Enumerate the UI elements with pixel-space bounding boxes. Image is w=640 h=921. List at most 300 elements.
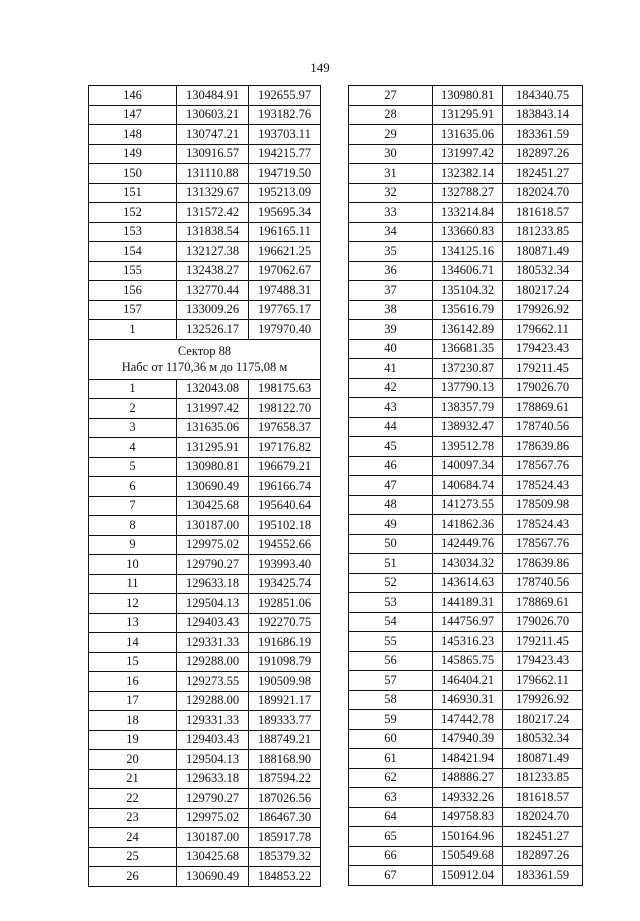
y-coordinate-cell: 185379.32: [249, 847, 321, 867]
table-row: [349, 749, 583, 769]
x-coordinate-cell: 148886.27: [433, 768, 503, 788]
y-coordinate-cell: 197970.40: [249, 320, 321, 340]
point-number-cell: 20: [89, 750, 177, 770]
table-row: [349, 339, 583, 359]
x-coordinate-cell: 131997.42: [177, 399, 249, 419]
table-row: [89, 203, 321, 223]
y-coordinate-cell: 179423.43: [503, 339, 583, 359]
table-row: [349, 417, 583, 437]
x-coordinate-cell: 149332.26: [433, 788, 503, 808]
y-coordinate-cell: 193425.74: [249, 574, 321, 594]
y-coordinate-cell: 184853.22: [249, 867, 321, 887]
table-row: [89, 672, 321, 692]
y-coordinate-cell: 182024.70: [503, 183, 583, 203]
table-row: [89, 164, 321, 184]
x-coordinate-cell: 129504.13: [177, 750, 249, 770]
x-coordinate-cell: 147442.78: [433, 710, 503, 730]
x-coordinate-cell: 131572.42: [177, 203, 249, 223]
x-coordinate-cell: 130690.49: [177, 477, 249, 497]
table-row: [89, 789, 321, 809]
table-row: [89, 574, 321, 594]
page-number: 149: [310, 60, 330, 75]
table-row: [349, 398, 583, 418]
y-coordinate-cell: 192655.97: [249, 86, 321, 106]
x-coordinate-cell: 131329.67: [177, 183, 249, 203]
y-coordinate-cell: 180217.24: [503, 281, 583, 301]
x-coordinate-cell: 129633.18: [177, 769, 249, 789]
y-coordinate-cell: 196621.25: [249, 242, 321, 262]
y-coordinate-cell: 182897.26: [503, 144, 583, 164]
table-row: [89, 633, 321, 653]
y-coordinate-cell: 179026.70: [503, 612, 583, 632]
table-row: [349, 807, 583, 827]
table-row: [89, 105, 321, 125]
y-coordinate-cell: 184340.75: [503, 86, 583, 106]
y-coordinate-cell: 187026.56: [249, 789, 321, 809]
table-row: [349, 671, 583, 691]
point-number-cell: 57: [349, 671, 433, 691]
y-coordinate-cell: 179926.92: [503, 690, 583, 710]
x-coordinate-cell: 143034.32: [433, 554, 503, 574]
point-number-cell: 24: [89, 828, 177, 848]
x-coordinate-cell: 141862.36: [433, 515, 503, 535]
point-number-cell: 11: [89, 574, 177, 594]
table-row: [349, 515, 583, 535]
y-coordinate-cell: 179211.45: [503, 632, 583, 652]
y-coordinate-cell: 197658.37: [249, 418, 321, 438]
y-coordinate-cell: 194552.66: [249, 535, 321, 555]
y-coordinate-cell: 190509.98: [249, 672, 321, 692]
point-number-cell: 3: [89, 418, 177, 438]
x-coordinate-cell: 137790.13: [433, 378, 503, 398]
x-coordinate-cell: 129975.02: [177, 808, 249, 828]
table-row: [349, 300, 583, 320]
point-number-cell: 9: [89, 535, 177, 555]
x-coordinate-cell: 131997.42: [433, 144, 503, 164]
point-number-cell: 39: [349, 320, 433, 340]
x-coordinate-cell: 132127.38: [177, 242, 249, 262]
y-coordinate-cell: 179423.43: [503, 651, 583, 671]
y-coordinate-cell: 182451.27: [503, 827, 583, 847]
x-coordinate-cell: 138357.79: [433, 398, 503, 418]
x-coordinate-cell: 129633.18: [177, 574, 249, 594]
x-coordinate-cell: 130603.21: [177, 105, 249, 125]
x-coordinate-cell: 132788.27: [433, 183, 503, 203]
y-coordinate-cell: 178567.76: [503, 456, 583, 476]
point-number-cell: 25: [89, 847, 177, 867]
y-coordinate-cell: 178869.61: [503, 398, 583, 418]
y-coordinate-cell: 198122.70: [249, 399, 321, 419]
point-number-cell: 54: [349, 612, 433, 632]
table-row: [349, 222, 583, 242]
x-coordinate-cell: 135104.32: [433, 281, 503, 301]
y-coordinate-cell: 178524.43: [503, 476, 583, 496]
table-row: [89, 828, 321, 848]
table-row: [89, 711, 321, 731]
y-coordinate-cell: 197488.31: [249, 281, 321, 301]
point-number-cell: 30: [349, 144, 433, 164]
y-coordinate-cell: 189333.77: [249, 711, 321, 731]
x-coordinate-cell: 129288.00: [177, 652, 249, 672]
x-coordinate-cell: 133009.26: [177, 300, 249, 320]
table-row: [89, 222, 321, 242]
x-coordinate-cell: 146404.21: [433, 671, 503, 691]
point-number-cell: 61: [349, 749, 433, 769]
point-number-cell: 148: [89, 125, 177, 145]
table-row: [349, 183, 583, 203]
x-coordinate-cell: 131295.91: [433, 105, 503, 125]
x-coordinate-cell: 142449.76: [433, 534, 503, 554]
table-row: [349, 768, 583, 788]
x-coordinate-cell: 130980.81: [177, 457, 249, 477]
table-row: [89, 144, 321, 164]
x-coordinate-cell: 144756.97: [433, 612, 503, 632]
x-coordinate-cell: 129403.43: [177, 613, 249, 633]
point-number-cell: 32: [349, 183, 433, 203]
table-row: [349, 710, 583, 730]
y-coordinate-cell: 193703.11: [249, 125, 321, 145]
x-coordinate-cell: 136142.89: [433, 320, 503, 340]
y-coordinate-cell: 181618.57: [503, 203, 583, 223]
x-coordinate-cell: 129331.33: [177, 711, 249, 731]
table-row: [89, 438, 321, 458]
y-coordinate-cell: 178740.56: [503, 417, 583, 437]
point-number-cell: 8: [89, 516, 177, 536]
point-number-cell: 147: [89, 105, 177, 125]
x-coordinate-cell: 143614.63: [433, 573, 503, 593]
x-coordinate-cell: 130425.68: [177, 847, 249, 867]
table-row: [349, 690, 583, 710]
point-number-cell: 13: [89, 613, 177, 633]
x-coordinate-cell: 129790.27: [177, 789, 249, 809]
table-row: [349, 144, 583, 164]
y-coordinate-cell: 178740.56: [503, 573, 583, 593]
x-coordinate-cell: 132438.27: [177, 261, 249, 281]
y-coordinate-cell: 180871.49: [503, 749, 583, 769]
x-coordinate-cell: 136681.35: [433, 339, 503, 359]
y-coordinate-cell: 191686.19: [249, 633, 321, 653]
table-row: [349, 573, 583, 593]
x-coordinate-cell: 132043.08: [177, 379, 249, 399]
table-row: [89, 496, 321, 516]
table-row: [89, 516, 321, 536]
point-number-cell: 26: [89, 867, 177, 887]
x-coordinate-cell: 140684.74: [433, 476, 503, 496]
y-coordinate-cell: 196679.21: [249, 457, 321, 477]
table-row: [349, 359, 583, 379]
y-coordinate-cell: 180532.34: [503, 729, 583, 749]
table-row: [89, 867, 321, 887]
table-row: [349, 632, 583, 652]
sector-title: Сектор 88: [177, 344, 232, 358]
table-row: [349, 729, 583, 749]
table-row: [349, 612, 583, 632]
point-number-cell: 59: [349, 710, 433, 730]
x-coordinate-cell: 131295.91: [177, 438, 249, 458]
table-row: [349, 203, 583, 223]
point-number-cell: 37: [349, 281, 433, 301]
point-number-cell: 6: [89, 477, 177, 497]
x-coordinate-cell: 132526.17: [177, 320, 249, 340]
point-number-cell: 156: [89, 281, 177, 301]
point-number-cell: 1: [89, 320, 177, 340]
y-coordinate-cell: 197765.17: [249, 300, 321, 320]
point-number-cell: 17: [89, 691, 177, 711]
y-coordinate-cell: 179926.92: [503, 300, 583, 320]
point-number-cell: 45: [349, 437, 433, 457]
table-row: [89, 399, 321, 419]
point-number-cell: 21: [89, 769, 177, 789]
point-number-cell: 36: [349, 261, 433, 281]
point-number-cell: 51: [349, 554, 433, 574]
table-row: [89, 730, 321, 750]
table-row: [349, 846, 583, 866]
x-coordinate-cell: 132382.14: [433, 164, 503, 184]
x-coordinate-cell: 148421.94: [433, 749, 503, 769]
y-coordinate-cell: 196165.11: [249, 222, 321, 242]
x-coordinate-cell: 145316.23: [433, 632, 503, 652]
x-coordinate-cell: 130747.21: [177, 125, 249, 145]
table-row: [89, 183, 321, 203]
y-coordinate-cell: 195102.18: [249, 516, 321, 536]
point-number-cell: 155: [89, 261, 177, 281]
x-coordinate-cell: 134606.71: [433, 261, 503, 281]
x-coordinate-cell: 130916.57: [177, 144, 249, 164]
point-number-cell: 62: [349, 768, 433, 788]
point-number-cell: 65: [349, 827, 433, 847]
y-coordinate-cell: 178639.86: [503, 437, 583, 457]
point-number-cell: 2: [89, 399, 177, 419]
x-coordinate-cell: 133660.83: [433, 222, 503, 242]
table-row: [89, 477, 321, 497]
y-coordinate-cell: 182451.27: [503, 164, 583, 184]
point-number-cell: 46: [349, 456, 433, 476]
y-coordinate-cell: 192270.75: [249, 613, 321, 633]
x-coordinate-cell: 139512.78: [433, 437, 503, 457]
point-number-cell: 150: [89, 164, 177, 184]
y-coordinate-cell: 181618.57: [503, 788, 583, 808]
x-coordinate-cell: 146930.31: [433, 690, 503, 710]
point-number-cell: 152: [89, 203, 177, 223]
y-coordinate-cell: 181233.85: [503, 222, 583, 242]
table-row: [349, 86, 583, 106]
point-number-cell: 48: [349, 495, 433, 515]
x-coordinate-cell: 130187.00: [177, 516, 249, 536]
table-row: [349, 476, 583, 496]
y-coordinate-cell: 181233.85: [503, 768, 583, 788]
y-coordinate-cell: 179026.70: [503, 378, 583, 398]
table-row: [349, 281, 583, 301]
x-coordinate-cell: 129790.27: [177, 555, 249, 575]
y-coordinate-cell: 197062.67: [249, 261, 321, 281]
point-number-cell: 67: [349, 866, 433, 886]
x-coordinate-cell: 129403.43: [177, 730, 249, 750]
x-coordinate-cell: 147940.39: [433, 729, 503, 749]
x-coordinate-cell: 133214.84: [433, 203, 503, 223]
x-coordinate-cell: 134125.16: [433, 242, 503, 262]
table-row: [89, 125, 321, 145]
coordinates-table-left: [88, 85, 321, 887]
point-number-cell: 41: [349, 359, 433, 379]
y-coordinate-cell: 178524.43: [503, 515, 583, 535]
point-number-cell: 47: [349, 476, 433, 496]
table-row: [89, 261, 321, 281]
table-row: [89, 555, 321, 575]
y-coordinate-cell: 182897.26: [503, 846, 583, 866]
table-row: [89, 379, 321, 399]
x-coordinate-cell: 130980.81: [433, 86, 503, 106]
point-number-cell: 7: [89, 496, 177, 516]
point-number-cell: 56: [349, 651, 433, 671]
table-row: [349, 827, 583, 847]
point-number-cell: 22: [89, 789, 177, 809]
point-number-cell: 63: [349, 788, 433, 808]
point-number-cell: 27: [349, 86, 433, 106]
point-number-cell: 15: [89, 652, 177, 672]
table-row: [89, 535, 321, 555]
y-coordinate-cell: 182024.70: [503, 807, 583, 827]
table-row: [89, 847, 321, 867]
point-number-cell: 60: [349, 729, 433, 749]
point-number-cell: 12: [89, 594, 177, 614]
x-coordinate-cell: 138932.47: [433, 417, 503, 437]
point-number-cell: 154: [89, 242, 177, 262]
x-coordinate-cell: 144189.31: [433, 593, 503, 613]
point-number-cell: 49: [349, 515, 433, 535]
table-row: [349, 456, 583, 476]
table-row: [89, 242, 321, 262]
point-number-cell: 40: [349, 339, 433, 359]
point-number-cell: 4: [89, 438, 177, 458]
table-row: [89, 86, 321, 106]
x-coordinate-cell: 135616.79: [433, 300, 503, 320]
table-row: [349, 554, 583, 574]
x-coordinate-cell: 131110.88: [177, 164, 249, 184]
point-number-cell: 10: [89, 555, 177, 575]
point-number-cell: 5: [89, 457, 177, 477]
point-number-cell: 23: [89, 808, 177, 828]
x-coordinate-cell: 130187.00: [177, 828, 249, 848]
y-coordinate-cell: 180532.34: [503, 261, 583, 281]
x-coordinate-cell: 150912.04: [433, 866, 503, 886]
point-number-cell: 146: [89, 86, 177, 106]
table-row: [89, 300, 321, 320]
point-number-cell: 52: [349, 573, 433, 593]
x-coordinate-cell: 150164.96: [433, 827, 503, 847]
table-row: [89, 750, 321, 770]
y-coordinate-cell: 186467.30: [249, 808, 321, 828]
x-coordinate-cell: 131838.54: [177, 222, 249, 242]
y-coordinate-cell: 178869.61: [503, 593, 583, 613]
y-coordinate-cell: 196166.74: [249, 477, 321, 497]
x-coordinate-cell: 131635.06: [433, 125, 503, 145]
y-coordinate-cell: 180217.24: [503, 710, 583, 730]
y-coordinate-cell: 189921.17: [249, 691, 321, 711]
table-row: [349, 242, 583, 262]
point-number-cell: 42: [349, 378, 433, 398]
point-number-cell: 33: [349, 203, 433, 223]
table-row: [349, 378, 583, 398]
table-row: [89, 418, 321, 438]
table-row: [89, 613, 321, 633]
table-row: [89, 691, 321, 711]
table-row: [349, 125, 583, 145]
table-row: [349, 261, 583, 281]
y-coordinate-cell: 178567.76: [503, 534, 583, 554]
y-coordinate-cell: 180871.49: [503, 242, 583, 262]
point-number-cell: 16: [89, 672, 177, 692]
x-coordinate-cell: 140097.34: [433, 456, 503, 476]
table-row: [89, 769, 321, 789]
y-coordinate-cell: 183361.59: [503, 866, 583, 886]
coordinates-table-right: [348, 85, 583, 886]
y-coordinate-cell: 187594.22: [249, 769, 321, 789]
x-coordinate-cell: 130425.68: [177, 496, 249, 516]
table-row: [89, 808, 321, 828]
sector-elevation-range: Набс от 1170,36 м до 1175,08 м: [121, 360, 288, 374]
table-row: [89, 281, 321, 301]
x-coordinate-cell: 130690.49: [177, 867, 249, 887]
y-coordinate-cell: 185917.78: [249, 828, 321, 848]
y-coordinate-cell: 179662.11: [503, 320, 583, 340]
table-row: [349, 651, 583, 671]
point-number-cell: 28: [349, 105, 433, 125]
table-row: [349, 320, 583, 340]
table-row: [349, 593, 583, 613]
x-coordinate-cell: 130484.91: [177, 86, 249, 106]
table-row: [89, 457, 321, 477]
y-coordinate-cell: 178639.86: [503, 554, 583, 574]
table-row: [349, 788, 583, 808]
x-coordinate-cell: 129273.55: [177, 672, 249, 692]
point-number-cell: 66: [349, 846, 433, 866]
x-coordinate-cell: 141273.55: [433, 495, 503, 515]
table-row: [349, 105, 583, 125]
point-number-cell: 58: [349, 690, 433, 710]
point-number-cell: 38: [349, 300, 433, 320]
point-number-cell: 151: [89, 183, 177, 203]
y-coordinate-cell: 179662.11: [503, 671, 583, 691]
x-coordinate-cell: 129504.13: [177, 594, 249, 614]
x-coordinate-cell: 132770.44: [177, 281, 249, 301]
point-number-cell: 153: [89, 222, 177, 242]
point-number-cell: 64: [349, 807, 433, 827]
point-number-cell: 157: [89, 300, 177, 320]
y-coordinate-cell: 179211.45: [503, 359, 583, 379]
y-coordinate-cell: 194719.50: [249, 164, 321, 184]
point-number-cell: 29: [349, 125, 433, 145]
y-coordinate-cell: 188749.21: [249, 730, 321, 750]
sector-header-row: [89, 339, 321, 379]
table-row: [89, 320, 321, 340]
point-number-cell: 34: [349, 222, 433, 242]
table-row: [349, 437, 583, 457]
point-number-cell: 14: [89, 633, 177, 653]
y-coordinate-cell: 192851.06: [249, 594, 321, 614]
y-coordinate-cell: 183361.59: [503, 125, 583, 145]
x-coordinate-cell: 150549.68: [433, 846, 503, 866]
x-coordinate-cell: 129288.00: [177, 691, 249, 711]
point-number-cell: 19: [89, 730, 177, 750]
point-number-cell: 18: [89, 711, 177, 731]
y-coordinate-cell: 193182.76: [249, 105, 321, 125]
x-coordinate-cell: 131635.06: [177, 418, 249, 438]
x-coordinate-cell: 137230.87: [433, 359, 503, 379]
table-row: [89, 594, 321, 614]
y-coordinate-cell: 193993.40: [249, 555, 321, 575]
point-number-cell: 43: [349, 398, 433, 418]
table-row: [349, 866, 583, 886]
